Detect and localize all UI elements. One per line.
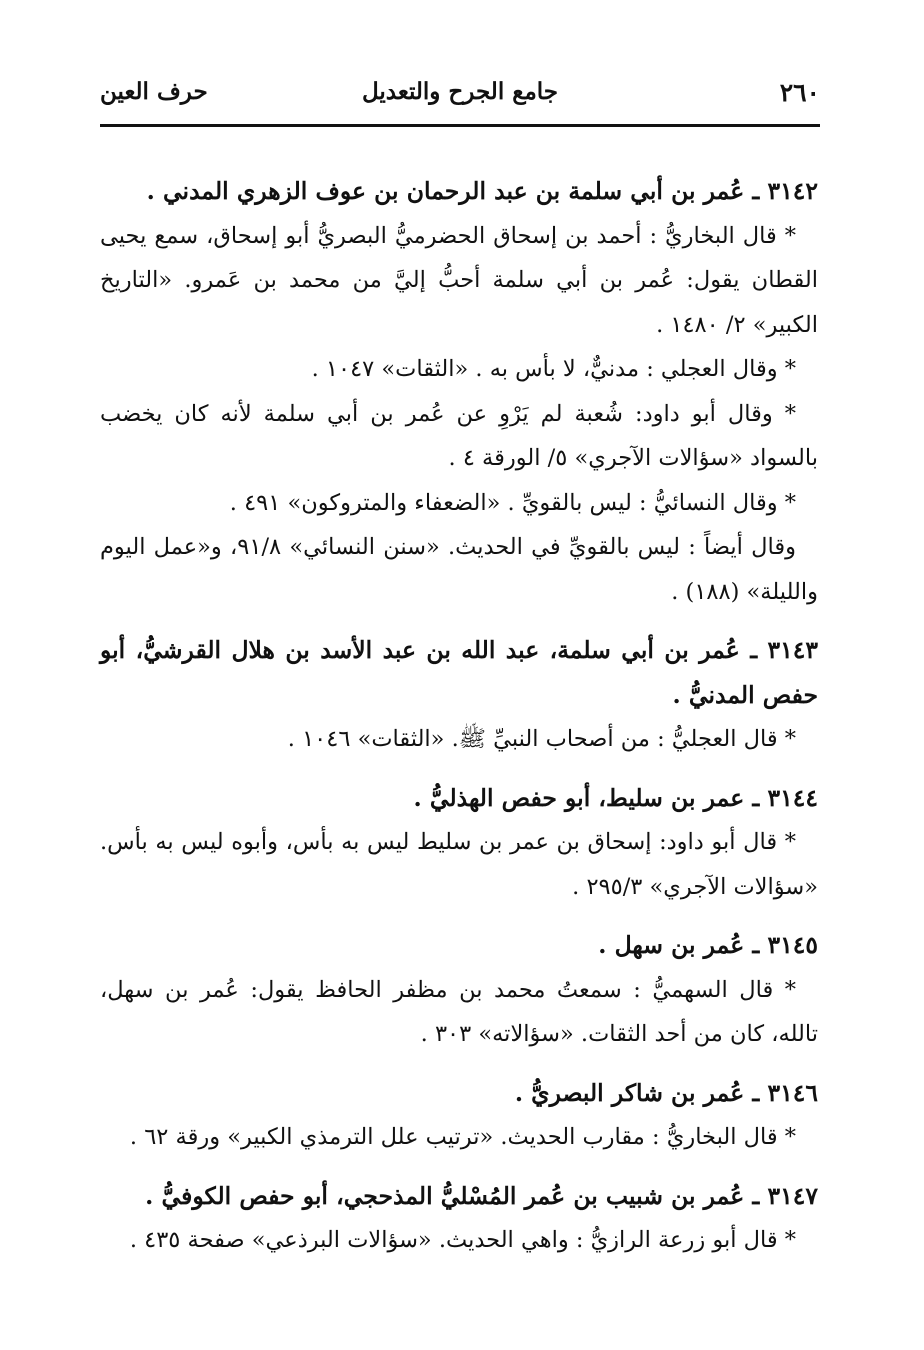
entry-paragraph: * قال البخاريُّ : أحمد بن إسحاق الحضرميُّ البصريُّ أبو إسحاق، سمع يحيى القطان يقول: عُمر بن أبي سلمة أحبُّ إليَّ من محمد بن عَمرو. «التاريخ الكبير» ٢/ ١٤٨٠ .: [100, 222, 818, 338]
entry-paragraph: * قال أبو داود: إسحاق بن عمر بن سليط ليس به بأس، وأبوه ليس به بأس. «سؤالات الآجري» ٢٩٥/٣ .: [100, 829, 818, 900]
page-body: [100, 165, 818, 1263]
entry-paragraph: * وقال أبو داود: شُعبة لم يَرْوِ عن عُمر بن أبي سلمة لأنه كان يخضب بالسواد «سؤالات الآجري» ٥/ الورقة ٤ .: [100, 400, 818, 471]
entry-paragraph: * قال البخاريُّ : مقارب الحديث. «ترتيب علل الترمذي الكبير» ورقة ٦٢ .: [129, 1124, 796, 1150]
section-title: حرف العين: [100, 78, 208, 105]
header-rule: [100, 124, 820, 127]
book-title: جامع الجرح والتعديل: [361, 78, 559, 105]
entry-paragraph: * قال أبو زرعة الرازيُّ : واهي الحديث. «سؤالات البرذعي» صفحة ٤٣٥ .: [129, 1227, 796, 1253]
entry-paragraph: * وقال النسائيُّ : ليس بالقويِّ . «الضعفاء والمتروكون» ٤٩١ .: [229, 489, 796, 516]
entry-paragraph: وقال أيضاً : ليس بالقويِّ في الحديث. «سنن النسائي» ٩١/٨، و«عمل اليوم والليلة» (١٨٨) .: [100, 534, 818, 605]
entry-3146: [100, 1071, 818, 1160]
entry-title: ٣١٤٢ ـ عُمر بن أبي سلمة بن عبد الرحمان بن عوف الزهري المدني .: [146, 177, 818, 205]
entry-3142: [100, 169, 818, 614]
entry-3145: [100, 923, 818, 1057]
entry-3143: [100, 628, 818, 762]
entry-paragraph: * قال العجليُّ : من أصحاب النبيِّ ﷺ. «الثقات» ١٠٤٦ .: [287, 726, 796, 752]
entry-paragraph: * قال السهميُّ : سمعتُ محمد بن مظفر الحافظ يقول: عُمر بن سهل، تالله، كان من أحد الثقات. «سؤالاته» ٣٠٣ .: [100, 976, 818, 1047]
entry-title: ٣١٤٥ ـ عُمر بن سهل .: [598, 931, 818, 959]
page-header: [100, 78, 820, 124]
entry-title: ٣١٤٧ ـ عُمر بن شبيب بن عُمر المُسْليُّ المذحجي، أبو حفص الكوفيُّ .: [145, 1181, 818, 1210]
entry-paragraph: * وقال العجلي : مدنيٌّ، لا بأس به . «الثقات» ١٠٤٧ .: [311, 356, 796, 382]
entry-title: ٣١٤٤ ـ عمر بن سليط، أبو حفص الهذليُّ .: [413, 783, 818, 812]
page-number: ٢٦٠: [779, 78, 820, 107]
entry-3147: [100, 1174, 818, 1263]
entry-title: ٣١٤٦ ـ عُمر بن شاكر البصريُّ .: [514, 1078, 818, 1107]
entry-3144: [100, 776, 818, 910]
entry-title: ٣١٤٣ ـ عُمر بن أبي سلمة، عبد الله بن عبد الأسد بن هلال القرشيُّ، أبو حفص المدنيُّ .: [100, 636, 818, 709]
